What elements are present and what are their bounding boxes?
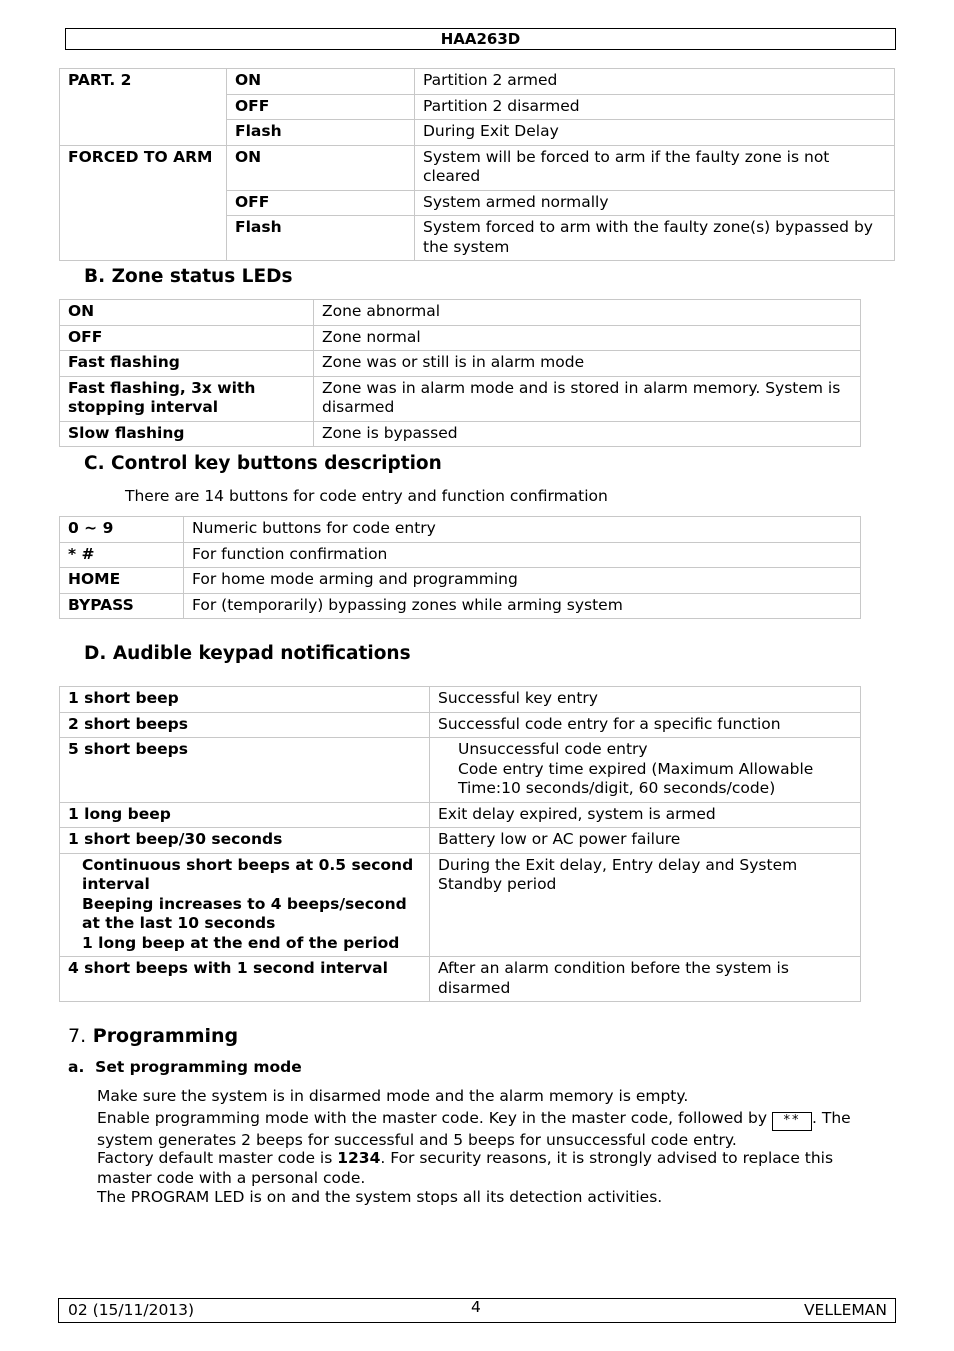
paragraph: The PROGRAM LED is on and the system stops all its detection activities. xyxy=(97,1188,663,1206)
table-row xyxy=(60,712,861,738)
key-line: 1 long beep at the end of the period xyxy=(82,933,400,952)
text: Factory default master code is xyxy=(97,1149,338,1167)
table-row xyxy=(60,351,861,377)
led-description: Partition 2 armed xyxy=(415,69,895,95)
table-cell-desc: After an alarm condition before the system is disarmed xyxy=(430,957,861,1002)
table-row xyxy=(60,325,861,351)
row-label: FORCED TO ARM xyxy=(60,145,227,261)
table-cell-key: Fast flashing, 3x with stopping interval xyxy=(60,376,314,421)
table-cell-key: 5 short beeps xyxy=(60,738,430,803)
table-cell-key: OFF xyxy=(60,325,314,351)
control-keys-table xyxy=(59,516,861,619)
table-cell-key: * # xyxy=(60,542,184,568)
table-cell-desc: Battery low or AC power failure xyxy=(430,828,861,854)
page-number: 4 xyxy=(471,1298,481,1316)
paragraph: Make sure the system is in disarmed mode and the alarm memory is empty. xyxy=(97,1087,689,1105)
led-state: ON xyxy=(227,69,415,95)
text: . The system generates 2 beeps for successful and 5 beeps for unsuccessful code entry. xyxy=(97,1109,851,1149)
footer-version-date: 02 (15/11/2013) xyxy=(68,1301,195,1319)
desc-line: Code entry time expired (Maximum Allowable Time:10 seconds/digit, 60 seconds/code) xyxy=(458,759,814,797)
led-state: OFF xyxy=(227,190,415,216)
table-cell-key: 2 short beeps xyxy=(60,712,430,738)
led-state: ON xyxy=(227,145,415,190)
table-cell-desc: Successful key entry xyxy=(430,687,861,713)
table-row xyxy=(60,593,861,619)
table-row xyxy=(60,300,861,326)
led-description: During Exit Delay xyxy=(415,120,895,146)
subsection-letter: a. xyxy=(68,1058,85,1076)
table-cell-desc: For home mode arming and programming xyxy=(184,568,861,594)
section-heading-programming xyxy=(68,1025,238,1047)
led-state: Flash xyxy=(227,216,415,261)
section-title: Programming xyxy=(92,1025,239,1047)
key-line: Continuous short beeps at 0.5 second interval xyxy=(82,855,414,893)
table-row xyxy=(60,69,895,95)
desc-line: Unsuccessful code entry xyxy=(458,740,648,758)
led-state: Flash xyxy=(227,120,415,146)
subsection-title: Set programming mode xyxy=(95,1058,302,1076)
table-row xyxy=(60,738,861,803)
table-row xyxy=(60,853,861,957)
table-row xyxy=(60,145,895,190)
text: Enable programming mode with the master code. Key in the master code, followed by xyxy=(97,1109,768,1127)
table-cell-key: Slow flashing xyxy=(60,421,314,447)
led-description: System armed normally xyxy=(415,190,895,216)
table-cell-desc: Zone is bypassed xyxy=(314,421,861,447)
table-cell-desc: Zone was in alarm mode and is stored in alarm memory. System is disarmed xyxy=(314,376,861,421)
table-row xyxy=(60,542,861,568)
table-cell-key: 1 short beep/30 seconds xyxy=(60,828,430,854)
footer-brand: VELLEMAN xyxy=(803,1301,887,1319)
section-heading-control-keys: C. Control key buttons description xyxy=(84,453,442,474)
row-label: PART. 2 xyxy=(60,69,227,146)
audible-notifications-table xyxy=(59,686,861,1002)
table-cell-desc: Zone was or still is in alarm mode xyxy=(314,351,861,377)
partition-led-table xyxy=(59,68,895,261)
table-row xyxy=(60,687,861,713)
table-row xyxy=(60,802,861,828)
table-row xyxy=(60,568,861,594)
master-code: 1234 xyxy=(337,1149,381,1167)
table-cell-desc: During the Exit delay, Entry delay and System Standby period xyxy=(430,853,861,957)
section-intro: There are 14 buttons for code entry and function confirmation xyxy=(125,487,608,505)
zone-status-table xyxy=(59,299,861,447)
table-cell-desc: Exit delay expired, system is armed xyxy=(430,802,861,828)
paragraph xyxy=(97,1109,887,1151)
table-cell-key xyxy=(60,853,430,957)
table-cell-key: Fast flashing xyxy=(60,351,314,377)
section-heading-zone-status: B. Zone status LEDs xyxy=(84,266,293,287)
subsection-heading xyxy=(68,1058,302,1078)
led-description: System will be forced to arm if the faulty zone is not cleared xyxy=(415,145,895,190)
table-cell-key: HOME xyxy=(60,568,184,594)
led-state: OFF xyxy=(227,94,415,120)
table-cell-desc: Numeric buttons for code entry xyxy=(184,517,861,543)
star-star-key-icon: ** xyxy=(772,1112,812,1131)
table-row xyxy=(60,517,861,543)
document-header: HAA263D xyxy=(65,28,896,50)
section-heading-audible: D. Audible keypad notifications xyxy=(84,643,411,664)
key-line: Beeping increases to 4 beeps/second at the last 10 seconds xyxy=(82,894,407,932)
table-cell-key: 0 ~ 9 xyxy=(60,517,184,543)
text: . For security reasons, it is strongly advised to replace this master code with a personal code. xyxy=(97,1149,834,1187)
table-cell-desc xyxy=(430,738,861,803)
table-row xyxy=(60,957,861,1002)
table-cell-key: 4 short beeps with 1 second interval xyxy=(60,957,430,1002)
table-cell-desc: For function confirmation xyxy=(184,542,861,568)
table-cell-desc: Zone normal xyxy=(314,325,861,351)
table-cell-desc: For (temporarily) bypassing zones while arming system xyxy=(184,593,861,619)
table-cell-desc: Zone abnormal xyxy=(314,300,861,326)
table-cell-key: 1 short beep xyxy=(60,687,430,713)
table-row xyxy=(60,421,861,447)
led-description: System forced to arm with the faulty zone(s) bypassed by the system xyxy=(415,216,895,261)
table-cell-key: 1 long beep xyxy=(60,802,430,828)
table-row xyxy=(60,828,861,854)
table-cell-key: BYPASS xyxy=(60,593,184,619)
paragraph xyxy=(97,1149,887,1188)
section-number: 7. xyxy=(68,1025,87,1047)
table-cell-key: ON xyxy=(60,300,314,326)
led-description: Partition 2 disarmed xyxy=(415,94,895,120)
table-row xyxy=(60,376,861,421)
table-cell-desc: Successful code entry for a specific function xyxy=(430,712,861,738)
